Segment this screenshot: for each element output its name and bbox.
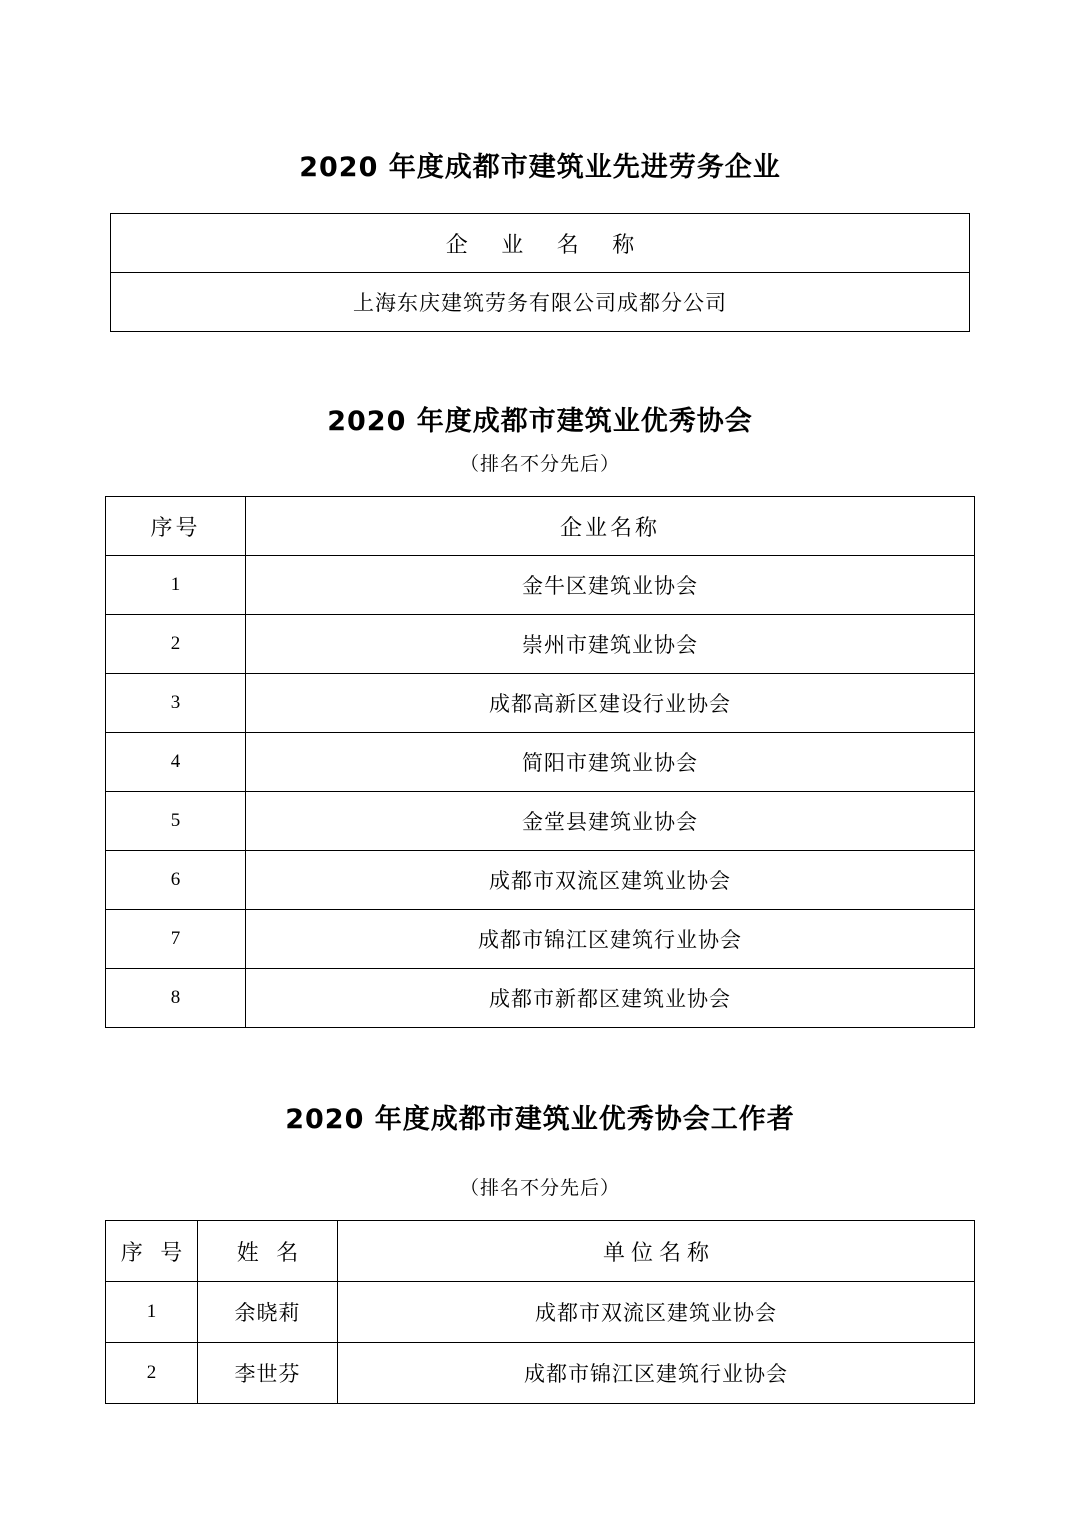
table-row [111, 273, 970, 332]
assoc-row-name: 成都市锦江区建筑行业协会 [246, 910, 975, 969]
worker-row-person: 余晓莉 [198, 1282, 338, 1343]
worker-header-index: 序 号 [106, 1221, 198, 1282]
table-row [106, 615, 975, 674]
table-row [106, 969, 975, 1028]
section3-title: 2020 年度成都市建筑业优秀协会工作者 [285, 1104, 795, 1136]
assoc-header-name: 企业名称 [246, 497, 975, 556]
assoc-row-index: 5 [106, 792, 246, 851]
worker-row-unit: 成都市锦江区建筑行业协会 [338, 1343, 975, 1404]
worker-header-unit: 单位名称 [338, 1221, 975, 1282]
worker-header-person: 姓 名 [198, 1221, 338, 1282]
table-row [106, 1343, 975, 1404]
section-advanced-labor-enterprise [105, 150, 975, 332]
assoc-row-index: 1 [106, 556, 246, 615]
assoc-row-name: 金堂县建筑业协会 [246, 792, 975, 851]
table-row [106, 792, 975, 851]
spacer [105, 1028, 975, 1102]
assoc-header-index: 序号 [106, 497, 246, 556]
assoc-row-index: 4 [106, 733, 246, 792]
worker-row-index: 2 [106, 1343, 198, 1404]
assoc-row-name: 金牛区建筑业协会 [246, 556, 975, 615]
section2-title: 2020 年度成都市建筑业优秀协会 [327, 406, 753, 438]
assoc-row-name: 崇州市建筑业协会 [246, 615, 975, 674]
table-row [106, 674, 975, 733]
worker-row-person: 李世芬 [198, 1343, 338, 1404]
table-row [106, 733, 975, 792]
table-row [106, 556, 975, 615]
table-row [106, 1282, 975, 1343]
enterprise-table-header: 企 业 名 称 [111, 214, 970, 273]
table-row-header [111, 214, 970, 273]
table-row-header [106, 1221, 975, 1282]
enterprise-name-cell: 上海东庆建筑劳务有限公司成都分公司 [111, 273, 970, 332]
assoc-row-name: 成都市新都区建筑业协会 [246, 969, 975, 1028]
assoc-row-name: 成都市双流区建筑业协会 [246, 851, 975, 910]
assoc-row-index: 3 [106, 674, 246, 733]
section1-title: 2020 年度成都市建筑业先进劳务企业 [299, 152, 781, 183]
spacer [105, 1147, 975, 1173]
assoc-row-index: 7 [106, 910, 246, 969]
assoc-row-index: 8 [106, 969, 246, 1028]
table-row [106, 910, 975, 969]
assoc-row-index: 2 [106, 615, 246, 674]
spacer [105, 332, 975, 404]
section-excellent-association-worker [105, 1102, 975, 1404]
enterprise-table [110, 213, 970, 332]
table-row-header [106, 497, 975, 556]
assoc-row-name: 简阳市建筑业协会 [246, 733, 975, 792]
worker-row-index: 1 [106, 1282, 198, 1343]
section-excellent-association [105, 404, 975, 1028]
assoc-row-index: 6 [106, 851, 246, 910]
table-row [106, 851, 975, 910]
worker-table [105, 1220, 975, 1404]
section3-subtitle: （排名不分先后） [459, 1178, 620, 1200]
association-table [105, 496, 975, 1028]
assoc-row-name: 成都高新区建设行业协会 [246, 674, 975, 733]
section2-subtitle: （排名不分先后） [459, 454, 620, 476]
worker-row-unit: 成都市双流区建筑业协会 [338, 1282, 975, 1343]
